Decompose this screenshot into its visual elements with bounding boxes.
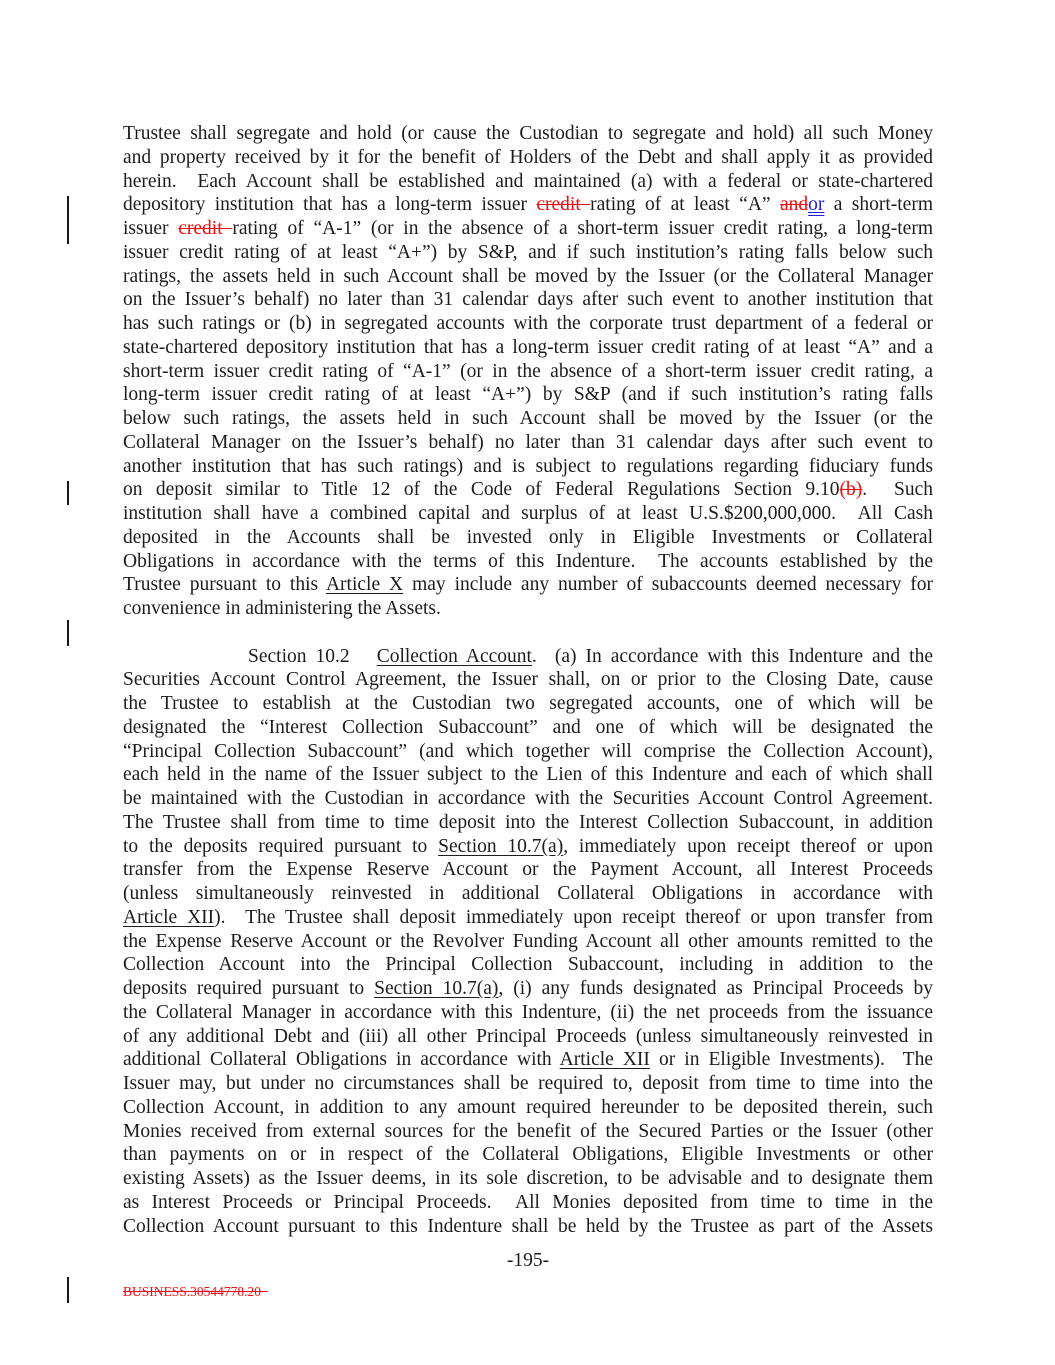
text-run: . (a) In accordance with this Indenture and the [531, 645, 933, 667]
text-line [123, 692, 933, 716]
text-line [123, 265, 933, 289]
text-line [123, 336, 933, 360]
revision-change-bar [67, 196, 69, 244]
text-run: depository institution that has a long-term issuer [123, 194, 537, 216]
text-line [123, 193, 933, 217]
text-run: Collection Account, in addition to any amount required hereunder to be deposited therein, such [123, 1096, 933, 1118]
text-run: Obligations in accordance with the terms of this Indenture. The accounts established by the [123, 550, 933, 572]
text-line [123, 241, 933, 265]
text-line [123, 1096, 933, 1120]
text-run: may include any number of subaccounts deemed necessary for [403, 574, 933, 596]
text-run: below such ratings, the assets held in such Account shall be moved by the Issuer (or the [123, 408, 933, 429]
text-line [123, 526, 933, 550]
text-run: convenience in administering the Assets. [123, 598, 441, 619]
text-line [123, 597, 933, 621]
document-body [123, 122, 933, 1238]
text-line [123, 716, 933, 740]
text-line [123, 787, 933, 811]
reference-link: Section 10.7(a) [374, 978, 499, 999]
text-line [123, 122, 933, 146]
paragraph-section-10-2 [123, 645, 933, 1239]
text-line [123, 1143, 933, 1167]
text-line [123, 1001, 933, 1025]
footer-document-id: BUSINESS.30544778.20 [123, 1284, 268, 1299]
text-run: Trustee shall segregate and hold (or cause the Custodian to segregate and hold) all such Money [123, 123, 933, 144]
text-run: to the deposits required pursuant to [123, 835, 439, 857]
text-run: rating of “A-1” (or in the absence of a short-term issuer credit rating, a long-term [232, 218, 933, 239]
inserted-text: or [808, 194, 825, 216]
text-line [123, 431, 933, 455]
text-run: , (i) any funds designated as Principal Proceeds by [498, 978, 933, 999]
text-run: Trustee pursuant to this [123, 574, 326, 596]
text-line [123, 573, 933, 597]
text-line [123, 668, 933, 692]
text-run: and property received by it for the benefit of Holders of the Debt and shall apply it as provided [123, 146, 933, 168]
text-run: issuer credit rating of at least “A+”) by S&P, and if such institution’s rating falls below such [123, 241, 933, 263]
reference-link: Article X [325, 574, 404, 596]
text-run: another institution that has such ratings) and is subject to regulations regarding fiduciary funds [123, 455, 933, 477]
text-line [123, 502, 933, 526]
text-line [123, 977, 933, 1001]
reference-link: Collection Account [376, 645, 532, 667]
text-line [123, 383, 933, 407]
deleted-text: and [779, 194, 809, 216]
text-run: existing Assets) as the Issuer deems, in its sole discretion, to be advisable and to designate them [123, 1168, 933, 1189]
text-run: the Expense Reserve Account or the Revolver Funding Account all other amounts remitted to the [123, 930, 933, 952]
text-line [123, 407, 933, 431]
deleted-text: credit [178, 218, 233, 239]
text-line [123, 455, 933, 479]
text-run: the Collateral Manager in accordance with this Indenture, (ii) the net proceeds from the issuance [123, 1001, 933, 1023]
text-run: ). The Trustee shall deposit immediately upon receipt thereof or upon transfer from [214, 906, 933, 928]
text-run [350, 646, 377, 667]
text-run: institution shall have a combined capital and surplus of at least U.S.$200,000,000. All Cash [123, 503, 933, 524]
text-run: Issuer may, but under no circumstances shall be required to, deposit from time to time into the [123, 1073, 933, 1094]
text-line [123, 906, 933, 930]
paragraph-accounts-continuation [123, 122, 933, 621]
text-run: additional Collateral Obligations in accordance with [123, 1049, 560, 1071]
page-number: -195- [506, 1250, 550, 1271]
text-run: issuer [123, 218, 179, 239]
text-line [123, 478, 933, 502]
text-run: or in Eligible Investments). The [649, 1049, 933, 1071]
text-run: be maintained with the Custodian in accordance with the Securities Account Control Agreement. [123, 788, 933, 809]
text-line [123, 740, 933, 764]
text-line [123, 1048, 933, 1072]
text-run: on deposit similar to Title 12 of the Code of Federal Regulations Section 9.10 [123, 479, 840, 501]
revision-change-bar [67, 620, 69, 646]
text-line [123, 146, 933, 170]
text-line [123, 1120, 933, 1144]
deleted-text: credit [536, 194, 591, 216]
text-run: has such ratings or (b) in segregated accounts with the corporate trust department of a federal or [123, 313, 933, 334]
text-line [123, 763, 933, 787]
text-run: rating of at least “A” [590, 194, 780, 216]
text-run: Securities Account Control Agreement, the Issuer shall, on or prior to the Closing Date, cause [123, 669, 933, 691]
text-run: state-chartered depository institution that has a long-term issuer credit rating of at least “A” and a [123, 336, 933, 358]
text-line [123, 1215, 933, 1239]
text-run: Collection Account into the Principal Collection Subaccount, including in addition to the [123, 954, 933, 976]
text-run: deposits required pursuant to [123, 978, 375, 999]
text-line [123, 288, 933, 312]
reference-link: Article XII [559, 1049, 650, 1071]
text-run: short-term issuer credit rating of “A-1” (or in the absence of a short-term issuer credit rating, a [123, 360, 933, 382]
text-run: , immediately upon receipt thereof or upon [563, 835, 933, 857]
text-line [123, 953, 933, 977]
text-line [123, 882, 933, 906]
text-line [123, 170, 933, 194]
text-line [123, 835, 933, 859]
text-run: long-term issuer credit rating of at least “A+”) by S&P (and if such institution’s rating falls [123, 384, 933, 406]
text-line [123, 360, 933, 384]
reference-link: Article XII [123, 906, 215, 928]
text-run: transfer from the Expense Reserve Account or the Payment Account, all Interest Proceeds [123, 859, 933, 881]
text-run: each held in the name of the Issuer subject to the Lien of this Indenture and each of which shall [123, 764, 933, 786]
text-run: (unless simultaneously reinvested in additional Collateral Obligations in accordance with [123, 883, 933, 904]
text-line [123, 1025, 933, 1049]
text-line [123, 1167, 933, 1191]
revision-change-bar [67, 481, 69, 505]
text-run: Collateral Manager on the Issuer’s behalf) no later than 31 calendar days after such event to [123, 431, 933, 453]
revision-change-bar [67, 1277, 69, 1303]
text-run: Monies received from external sources for the benefit of the Secured Parties or the Issuer (other [123, 1120, 933, 1142]
text-run: herein. Each Account shall be established and maintained (a) with a federal or state-chartered [123, 170, 933, 192]
text-line [123, 645, 933, 669]
text-run: as Interest Proceeds or Principal Proceeds. All Monies deposited from time to time in the [123, 1191, 933, 1213]
text-run: The Trustee shall from time to time deposit into the Interest Collection Subaccount, in addition [123, 811, 933, 833]
text-run: a short-term [824, 194, 933, 216]
text-run: on the Issuer’s behalf) no later than 31 calendar days after such event to another institution that [123, 289, 933, 311]
text-line [123, 1191, 933, 1215]
text-run: the Trustee to establish at the Custodian two segregated accounts, one of which will be [123, 693, 933, 714]
text-run: Section 10.2 [248, 645, 350, 667]
text-line [123, 312, 933, 336]
text-run: of any additional Debt and (iii) all other Principal Proceeds (unless simultaneously reinvested in [123, 1025, 933, 1047]
deleted-text: (b) [839, 479, 863, 501]
text-run: than payments on or in respect of the Collateral Obligations, Eligible Investments or other [123, 1144, 933, 1166]
text-run: “Principal Collection Subaccount” (and which together will comprise the Collection Account), [123, 740, 933, 762]
text-line [123, 811, 933, 835]
text-line [123, 930, 933, 954]
text-line [123, 550, 933, 574]
text-line [123, 858, 933, 882]
text-run: deposited in the Accounts shall be invested only in Eligible Investments or Collateral [123, 526, 933, 548]
text-line [123, 1072, 933, 1096]
text-line [123, 217, 933, 241]
text-run: ratings, the assets held in such Account shall be moved by the Issuer (or the Collateral Manager [123, 265, 933, 287]
text-run: . Such [862, 479, 933, 501]
text-run: Collection Account pursuant to this Indenture shall be held by the Trustee as part of the Assets [123, 1215, 933, 1237]
text-run: designated the “Interest Collection Subaccount” and one of which will be designated the [123, 716, 933, 738]
reference-link: Section 10.7(a) [438, 835, 564, 857]
